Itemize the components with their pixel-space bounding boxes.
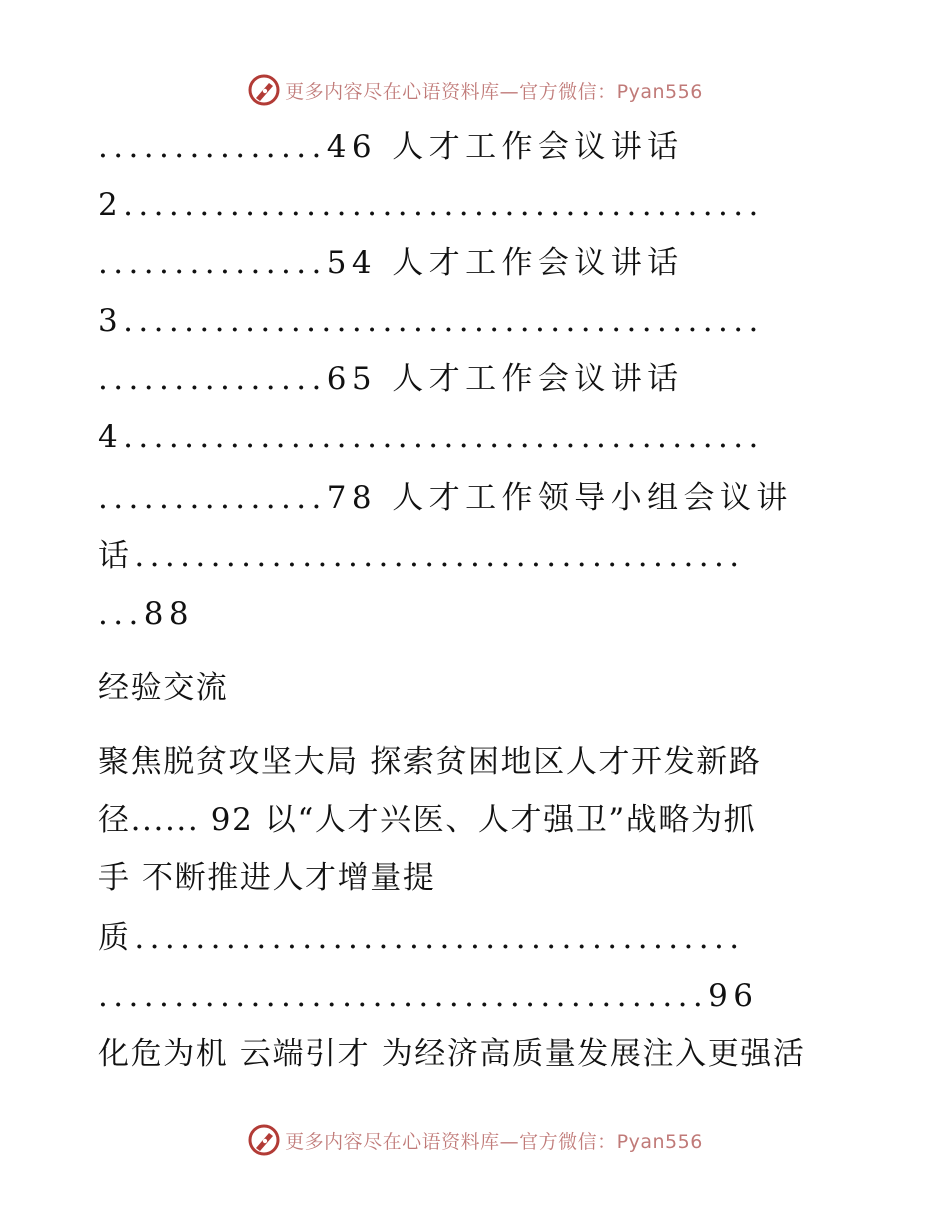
- pen-nib-circle-icon: [247, 1123, 281, 1157]
- toc-line: ........................................96: [98, 978, 759, 1014]
- pen-nib-circle-icon: [247, 73, 281, 107]
- toc-line: 径...... 92 以“人才兴医、人才强卫”战略为抓: [98, 802, 757, 838]
- toc-line: ...88: [98, 596, 195, 632]
- toc-line: 手 不断推进人才增量提: [98, 860, 436, 896]
- watermark-text: 更多内容尽在心语资料库—官方微信：Pyan556: [285, 80, 703, 103]
- toc-line: ...............54 人才工作会议讲话: [98, 245, 684, 281]
- toc-line: 4..........................................: [98, 419, 764, 455]
- toc-line: 质........................................: [98, 920, 745, 956]
- toc-line: 2..........................................: [98, 187, 764, 223]
- toc-line: 聚焦脱贫攻坚大局 探索贫困地区人才开发新路: [98, 744, 762, 780]
- watermark-header: [0, 68, 950, 112]
- watermark-text: 更多内容尽在心语资料库—官方微信：Pyan556: [285, 1130, 703, 1153]
- toc-line: 3..........................................: [98, 303, 764, 339]
- toc-line: ...............78 人才工作领导小组会议讲: [98, 480, 793, 516]
- toc-line: 化危为机 云端引才 为经济高质量发展注入更强活: [98, 1036, 806, 1072]
- watermark-footer: [0, 1118, 950, 1162]
- toc-line: ...............46 人才工作会议讲话: [98, 129, 684, 165]
- toc-line: ...............65 人才工作会议讲话: [98, 361, 684, 397]
- toc-line: 话........................................: [98, 538, 745, 574]
- section-heading: 经验交流: [98, 670, 229, 706]
